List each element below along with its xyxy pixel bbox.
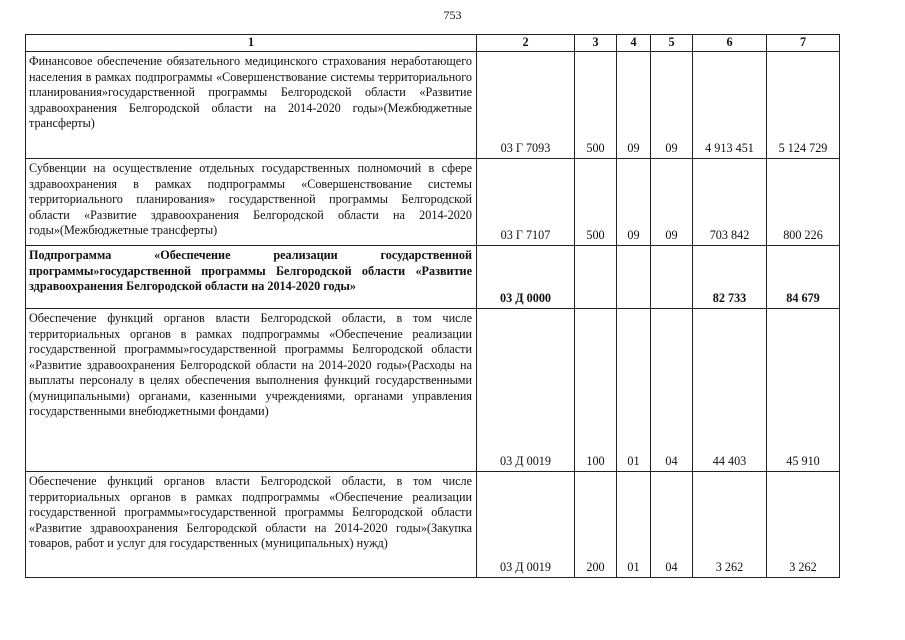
row-expense-type: 500 [575,52,617,159]
row-amount-col6: 82 733 [693,246,767,309]
row-code: 03 Г 7107 [477,159,575,246]
row-subsection [651,246,693,309]
header-col-5: 5 [651,35,693,52]
row-section: 09 [617,159,651,246]
row-amount-col7: 5 124 729 [767,52,840,159]
table-row [26,159,840,246]
row-subsection: 09 [651,52,693,159]
row-expense-type: 100 [575,309,617,472]
table-row [26,52,840,159]
header-col-4: 4 [617,35,651,52]
row-description: Подпрограмма «Обеспечение реализации государственной программы»государственной программы Белгородской области «Развитие здравоохранения Белгородской области на 2014-2020 годы» [26,246,477,309]
header-col-3: 3 [575,35,617,52]
row-amount-col6: 3 262 [693,472,767,578]
table-row-subprogram [26,246,840,309]
page-number: 753 [443,8,462,22]
row-expense-type: 200 [575,472,617,578]
header-row [26,35,840,52]
row-section: 09 [617,52,651,159]
row-subsection: 04 [651,472,693,578]
row-subsection: 09 [651,159,693,246]
header-col-6: 6 [693,35,767,52]
row-description: Субвенции на осуществление отдельных государственных полномочий в сфере здравоохранения в рамках подпрограммы «Совершенствование системы территориального планирования» государственной программы Белгородской области «Развитие здравоохранения Белгородской области на 2014-2020 годы»(Межбюджетные трансферты) [26,159,477,246]
row-amount-col6: 4 913 451 [693,52,767,159]
row-amount-col7: 800 226 [767,159,840,246]
row-amount-col7: 84 679 [767,246,840,309]
header-col-1: 1 [26,35,477,52]
row-description: Обеспечение функций органов власти Белгородской области, в том числе территориальных органов в рамках подпрограммы «Обеспечение реализации государственной программы»государственной программы Белгородской области «Развитие здравоохранения Белгородской области на 2014-2020 годы»(Расходы на выплаты персоналу в целях обеспечения выполнения функций государственными (муниципальными) органами, казенными учреждениями, органами управления государственными внебюджетными фондами) [26,309,477,472]
row-code: 03 Д 0019 [477,309,575,472]
header-col-2: 2 [477,35,575,52]
row-code: 03 Д 0019 [477,472,575,578]
budget-table [25,34,840,578]
row-amount-col7: 45 910 [767,309,840,472]
row-description: Обеспечение функций органов власти Белгородской области, в том числе территориальных органов в рамках подпрограммы «Обеспечение реализации государственной программы»государственной программы Белгородской области «Развитие здравоохранения Белгородской области на 2014-2020 годы»(Закупка товаров, работ и услуг для государственных (муниципальных) нужд) [26,472,477,578]
row-expense-type [575,246,617,309]
row-amount-col7: 3 262 [767,472,840,578]
table-row [26,472,840,578]
header-col-7: 7 [767,35,840,52]
row-amount-col6: 44 403 [693,309,767,472]
row-code: 03 Д 0000 [477,246,575,309]
row-amount-col6: 703 842 [693,159,767,246]
table-row [26,309,840,472]
row-section [617,246,651,309]
row-section: 01 [617,309,651,472]
row-subsection: 04 [651,309,693,472]
row-description: Финансовое обеспечение обязательного медицинского страхования неработающего населения в рамках подпрограммы «Совершенствование системы территориального планирования»государственной программы Белгородской области «Развитие здравоохранения Белгородской области на 2014-2020 годы»(Межбюджетные трансферты) [26,52,477,159]
row-expense-type: 500 [575,159,617,246]
row-code: 03 Г 7093 [477,52,575,159]
row-section: 01 [617,472,651,578]
